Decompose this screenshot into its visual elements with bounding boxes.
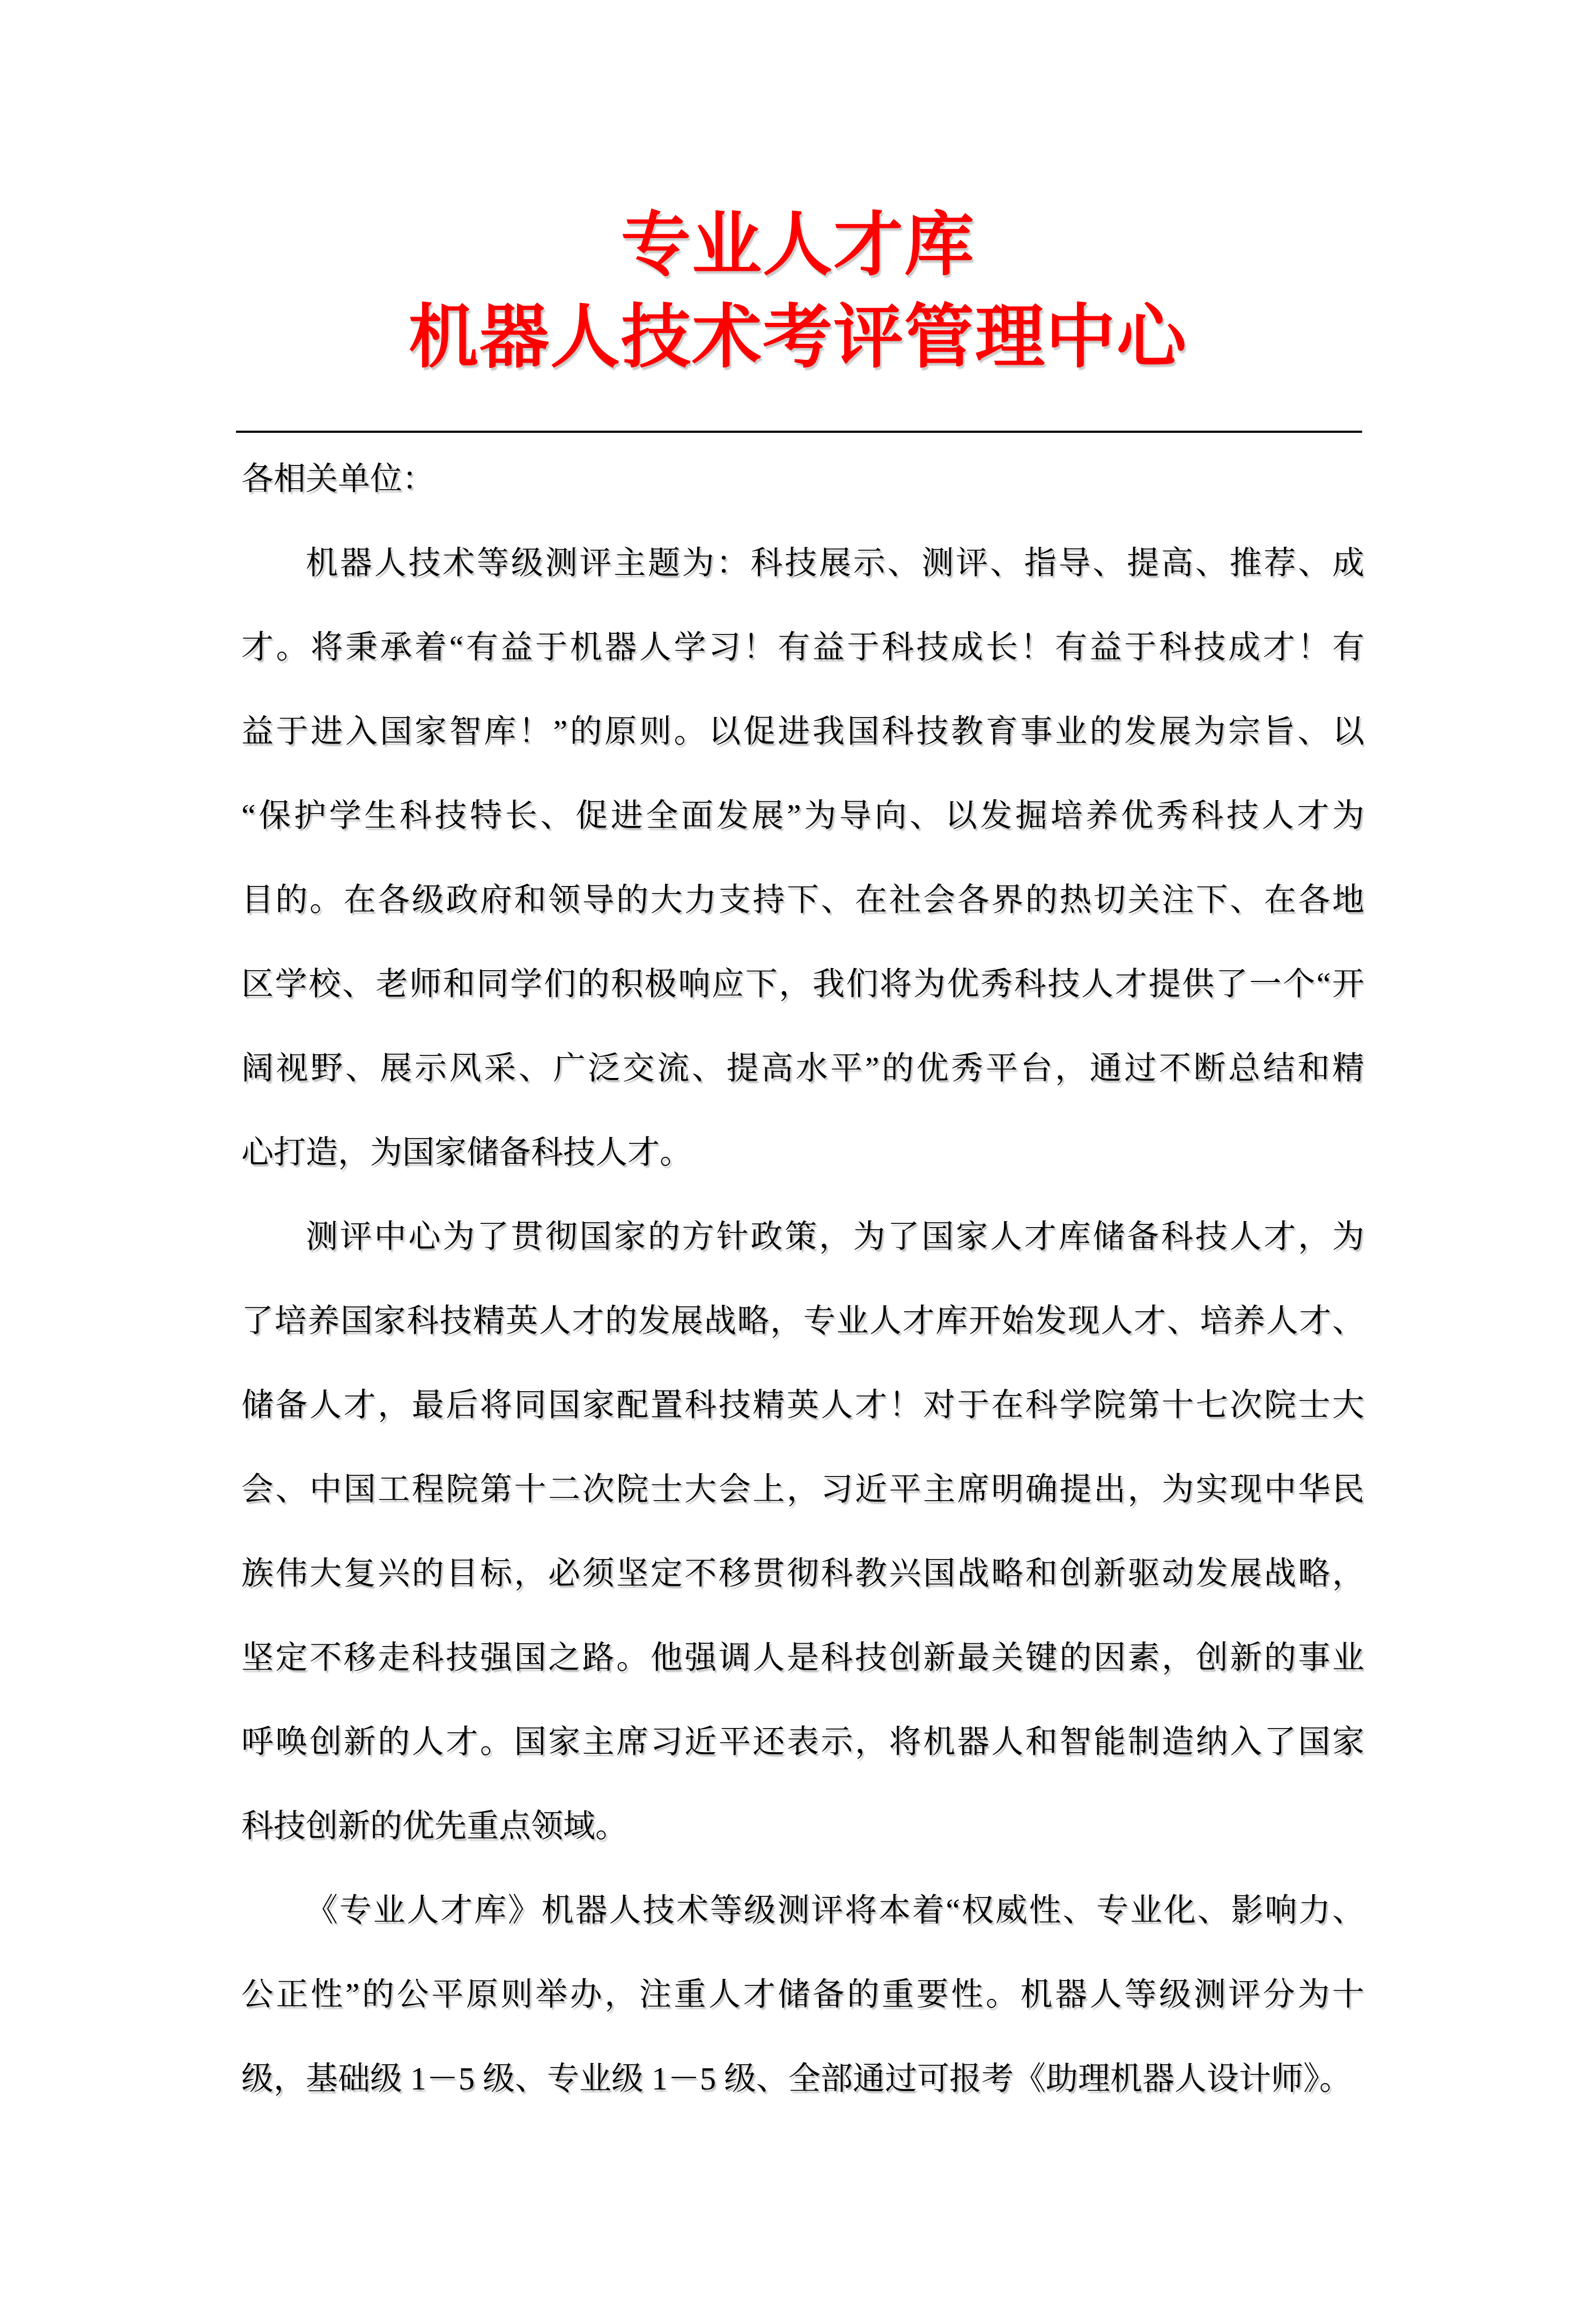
body-line: 公正性”的公平原则举办，注重人才储备的重要性。机器人等级测评分为十 bbox=[241, 1977, 1364, 2013]
body-line: 益于进入国家智库！”的原则。以促进我国科技教育事业的发展为宗旨、以 bbox=[241, 714, 1364, 750]
body-line: 区学校、老师和同学们的积极响应下，我们将为优秀科技人才提供了一个“开 bbox=[241, 966, 1364, 1002]
body-line: 测评中心为了贯彻国家的方针政策，为了国家人才库储备科技人才，为 bbox=[306, 1219, 1364, 1255]
title-line: 专业人才库 bbox=[620, 207, 975, 285]
salutation: 各相关单位： bbox=[241, 461, 434, 497]
body-line: 呼唤创新的人才。国家主席习近平还表示，将机器人和智能制造纳入了国家 bbox=[241, 1724, 1364, 1760]
title-line: 机器人技术考评管理中心 bbox=[408, 299, 1187, 377]
body-line: “保护学生科技特长、促进全面发展”为导向、以发掘培养优秀科技人才为 bbox=[241, 798, 1364, 834]
document-header bbox=[0, 47, 1596, 433]
body-line: 坚定不移走科技强国之路。他强调人是科技创新最关键的因素，创新的事业 bbox=[241, 1640, 1364, 1676]
document-body bbox=[0, 437, 1596, 2121]
body-line: 机器人技术等级测评主题为：科技展示、测评、指导、提高、推荐、成 bbox=[306, 545, 1364, 581]
title-divider bbox=[236, 431, 1362, 433]
paragraph bbox=[241, 1195, 1364, 1869]
body-line: 目的。在各级政府和领导的大力支持下、在社会各界的热切关注下、在各地 bbox=[241, 882, 1364, 918]
document-page bbox=[0, 47, 1596, 2304]
paragraph bbox=[241, 1869, 1364, 2121]
paragraphs-container bbox=[241, 521, 1364, 2121]
body-line: 族伟大复兴的目标，必须坚定不移贯彻科教兴国战略和创新驱动发展战略， bbox=[241, 1556, 1364, 1592]
body-line: 才。将秉承着“有益于机器人学习！有益于科技成长！有益于科技成才！有 bbox=[241, 630, 1364, 666]
body-line: 了培养国家科技精英人才的发展战略，专业人才库开始发现人才、培养人才、 bbox=[241, 1303, 1364, 1339]
body-line: 心打造，为国家储备科技人才。 bbox=[241, 1135, 692, 1171]
body-line: 科技创新的优先重点领域。 bbox=[241, 1808, 627, 1844]
body-line: 《专业人才库》机器人技术等级测评将本着“权威性、专业化、影响力、 bbox=[306, 1893, 1364, 1929]
body-line: 会、中国工程院第十二次院士大会上，习近平主席明确提出，为实现中华民 bbox=[241, 1472, 1364, 1508]
body-line: 级，基础级 1－5 级、专业级 1－5 级、全部通过可报考《助理机器人设计师》。 bbox=[241, 2061, 1351, 2097]
body-line: 阔视野、展示风采、广泛交流、提高水平”的优秀平台，通过不断总结和精 bbox=[241, 1051, 1364, 1087]
body-line: 储备人才，最后将同国家配置科技精英人才！对于在科学院第十七次院士大 bbox=[241, 1387, 1364, 1423]
document-title bbox=[0, 47, 1596, 384]
paragraph bbox=[241, 521, 1364, 1195]
